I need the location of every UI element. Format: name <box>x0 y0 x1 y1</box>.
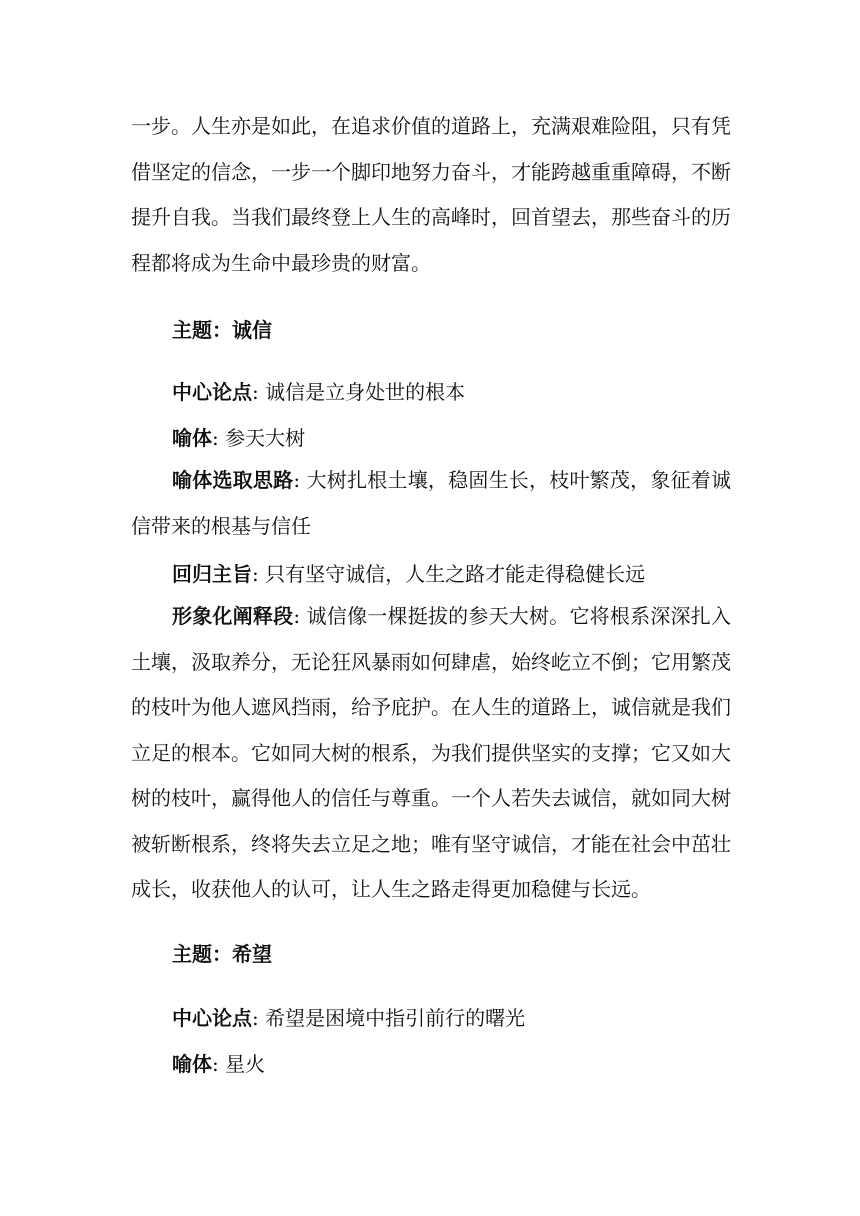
vehicle-value: : 星火 <box>212 1052 266 1076</box>
vehicle-label: 喻体 <box>172 426 212 450</box>
approach-paragraph <box>131 458 731 549</box>
imagery-label: 形象化阐释段 <box>172 604 294 628</box>
theme-label: 主题： <box>172 318 232 342</box>
vehicle-value: : 参天大树 <box>212 426 306 450</box>
approach-value: : 大树扎根土壤，稳固生长，枝叶繁茂，象征着诚信带来的根基与信任 <box>131 468 731 538</box>
theme-heading-hope <box>172 940 772 968</box>
thesis-value: : 希望是困境中指引前行的曙光 <box>252 1006 526 1030</box>
theme-value: 希望 <box>232 942 272 966</box>
theme-heading-integrity <box>172 316 772 344</box>
vehicle-line <box>172 1050 772 1078</box>
return-line <box>172 560 772 588</box>
vehicle-line <box>172 424 772 452</box>
thesis-line <box>172 378 772 406</box>
approach-label: 喻体选取思路 <box>172 468 294 492</box>
thesis-label: 中心论点 <box>172 1006 252 1030</box>
return-value: : 只有坚守诚信，人生之路才能走得稳健长远 <box>252 562 646 586</box>
return-label: 回归主旨 <box>172 562 252 586</box>
thesis-label: 中心论点 <box>172 380 252 404</box>
theme-label: 主题： <box>172 942 232 966</box>
imagery-paragraph <box>131 594 731 913</box>
imagery-value: : 诚信像一棵挺拔的参天大树。它将根系深深扎入土壤，汲取养分，无论狂风暴雨如何肆虐，始终屹立不倒；它用繁茂的枝叶为他人遮风挡雨，给予庇护。在人生的道路上，诚信就是我们立足的根本。它如同大树的根系，为我们提供坚实的支撑；它又如大树的枝叶，赢得他人的信任与尊重。一个人若失去诚信，就如同大树被斩断根系，终将失去立足之地；唯有坚守诚信，才能在社会中茁壮成长，收获他人的认可，让人生之路走得更加稳健与长远。 <box>131 604 731 901</box>
thesis-value: : 诚信是立身处世的根本 <box>252 380 466 404</box>
thesis-line <box>172 1004 772 1032</box>
vehicle-label: 喻体 <box>172 1052 212 1076</box>
theme-value: 诚信 <box>232 318 272 342</box>
intro-paragraph: 一步。人生亦是如此，在追求价值的道路上，充满艰难险阻，只有凭借坚定的信念，一步一个脚印地努力奋斗，才能跨越重重障碍，不断提升自我。当我们最终登上人生的高峰时，回首望去，那些奋斗的历程都将成为生命中最珍贵的财富。 <box>131 114 731 275</box>
